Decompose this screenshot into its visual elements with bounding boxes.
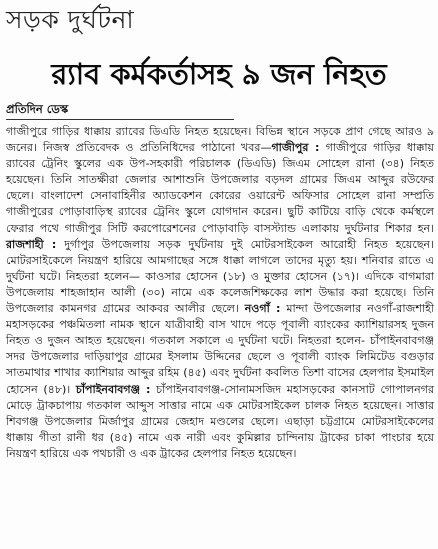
byline-rule (6, 119, 234, 120)
article-text: গাজীপুরে গাড়ির ধাক্কায় র‍্যাবের ট্রেনিং স্কুলের এক উপ-সহকারী পরিচালক (ডিএডি) জিএম সোহেল রানা (৩৪) নিহত হয়েছেন। তিনি সাতক্ষীরা জেলার আশাশুনি উপজেলার বড়দল গ্রামের জিএম আব্দুর রউফের ছেলে। বাংলাদেশ সেনাবাহিনীর অ্যাডকেশন কোরের ওয়ারেন্ট অফিসার সোহেল রানা সম্প্রতি গাজীপুরের পোড়াবাড়িস্থ র‍্যাবের ট্রেনিং স্কুলে যোগদান করেন। ছুটি কাটিয়ে বাড়ি থেকে কর্মস্থলে ফেরার পথে গাজীপুর সিটি করপোরেশনের পোড়াবাড়ি বাসস্ট্যান্ড এলাকায় দুর্ঘটনার শিকার হন। (6, 141, 435, 235)
headline: র‍্যাব কর্মকর্তাসহ ৯ জন নিহত (51, 57, 387, 91)
article-text: গাজীপুরে গাড়ির ধাক্কায় র‍্যাবের ডিএডি নিহত হয়েছেন। বিভিন্ন স্থানে সড়কে প্রাণ গেছে আরও ৯ জনের। নিজস্ব প্রতিবেদক ও প্রতিনিধিদের পাঠানো খবর— (6, 125, 434, 155)
article-text: দুর্গাপুর উপজেলায় সড়ক দুর্ঘটনায় দুই মোটরসাইকেল আরোহী নিহত হয়েছেন। মোটরসাইকেলে নিয়ন্ত্রণ হারিয়ে আমগাছের সঙ্গে ধাক্কা লাগলে তাদের মৃত্যু হয়। শনিবার রাতে এ দুর্ঘটনা ঘটে। নিহতরা হলেন— কাওসার হোসেন (১৮) ও মুক্তার হোসেন (১৭)। এদিকে বাগমারা উপজেলায় শাহজাহান আলী (৩০) নামে এক কলেজশিক্ষকের লাশ উদ্ধার করা হয়েছে। তিনি উপজেলার কামনগর গ্রামের আকবর আলীর ছেলে। (6, 237, 434, 316)
article-body (6, 124, 434, 462)
article-text: চাঁপাইনবাবগঞ্জ-সোনামসজিদ মহাসড়কের কানসাট গোপালনগর মোড়ে ট্রাকচাপায় গতকাল আব্দুস সাত্তার নামে এক মোটরসাইকেল চালক নিহত হয়েছেন। সাত্তার শিবগঞ্জ উপজেলার মির্জাপুর গ্রামের জেহাদ মণ্ডলের ছেলে। এছাড়া চট্টগ্রামে মোটরসাইকেলের ধাক্কায় গীতা রানী ধর (৪৫) নামে এক নারী এবং কুমিল্লার চান্দিনায় ট্রাকের চাকা পাংচার হয়ে নিয়ন্ত্রণ হারিয়ে এক পথচারী ও এক ট্রাকের হেলপার নিহত হয়েছেন। (6, 382, 434, 460)
location-tag-naogaon: নওগাঁ : (244, 302, 281, 316)
kicker-label: সড়ক দুর্ঘটনা (6, 5, 135, 34)
location-tag-chapainawabganj: চাঁপাইনবাবগঞ্জ : (75, 382, 151, 396)
location-tag-rajshahi: রাজশাহী : (6, 237, 57, 251)
location-tag-gazipur: গাজীপুর : (271, 141, 320, 155)
byline: প্রতিদিন ডেস্ক (6, 102, 69, 116)
article-text: মান্দা উপজেলার নওগাঁ-রাজশাহী মহাসড়কের পঞ্চমিতলা নামক স্থানে যাত্রীবাহী বাস খাদে পড়ে পূবালী ব্যাংকের ক্যাশিয়ারসহ দুজন নিহত ও দুজন আহত হয়েছেন। গতকাল সকালে এ দুর্ঘটনা ঘটে। নিহতরা হলেন- চাঁপাইনবাবগঞ্জ সদর উপজেলার দাড়িয়াপুর গ্রামের ইসলাম উদ্দিনের ছেলে ও পূবালী ব্যাংক লিমিটেড বগুড়ার সাতমাথার শাখার ক্যাশিয়ার আব্দুর রহিম (৪৫) এবং দুর্ঘটনা কবলিত তিশা বাসের হেলপার ইসমাইল হোসেন (৪৮)। (6, 302, 434, 396)
